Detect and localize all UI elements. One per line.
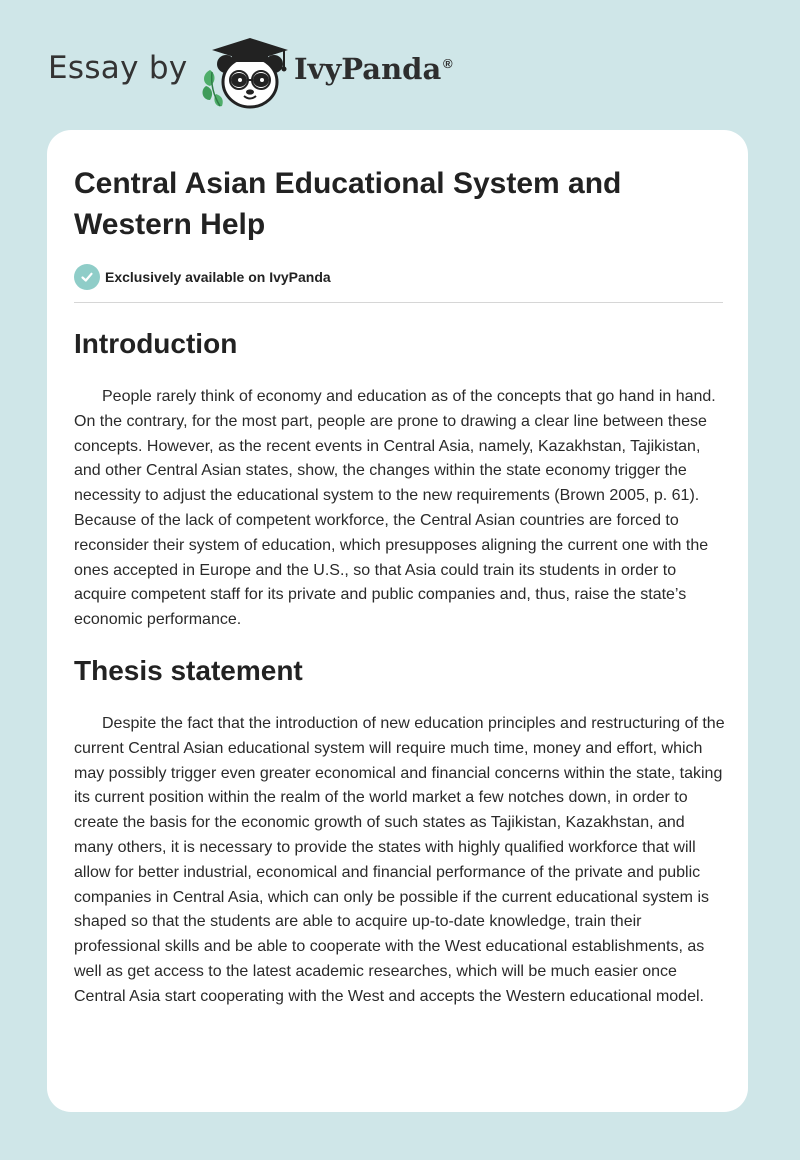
introduction-paragraph: People rarely think of economy and education as of the concepts that go hand in hand. On the contrary, for the most part, people are prone to drawing a clear line between these concepts. However, as the recent events in Central Asia, namely, Kazakhstan, Tajikistan, and other Central Asian states, show, the changes within the state economy trigger the necessity to adjust the educational system to the new requirements (Brown 2005, p. 61). Because of the lack of competent workforce, the Central Asian countries are forced to reconsider their system of education, which presupposes aligning the current one with the ones accepted in Europe and the U.S., so that Asia could train its students in order to acquire competent staff for its private and public companies and, thus, raise the state’s economic performance. [74,388,716,629]
panda-graduate-logo-icon[interactable] [196,34,294,110]
section-heading-thesis: Thesis statement [74,655,303,686]
exclusive-badge [74,264,331,290]
site-header [0,0,800,120]
page-title: Central Asian Educational System and Western Help [74,167,622,241]
registered-mark: ® [443,56,453,71]
essay-card [47,130,748,1112]
badge-label: Exclusively available on IvyPanda [105,269,331,285]
check-icon [74,264,100,290]
brand-name: IvyPanda [294,52,442,86]
brand-prefix: Essay by [48,50,188,86]
divider [74,302,723,303]
thesis-paragraph: Despite the fact that the introduction of new education principles and restructuring of the current Central Asian educational system will require much time, money and effort, which may possibly trigger even greater economical and financial concerns within the state, taking its current position within the realm of the world market a few notches down, in order to create the basis for the economic growth of such states as Tajikistan, Kazakhstan, and many others, it is necessary to provide the states with highly qualified workforce that will allow for better industrial, economical and financial performance of the private and public companies in Central Asia, which can only be possible if the current educational system is shaped so that the students are able to acquire up-to-date knowledge, train their professional skills and be able to cooperate with the West educational establishments, as well as get access to the latest academic researches, which will be much easier once Central Asia start cooperating with the West and accepts the Western educational model. [74,715,725,1005]
section-heading-introduction: Introduction [74,328,238,359]
